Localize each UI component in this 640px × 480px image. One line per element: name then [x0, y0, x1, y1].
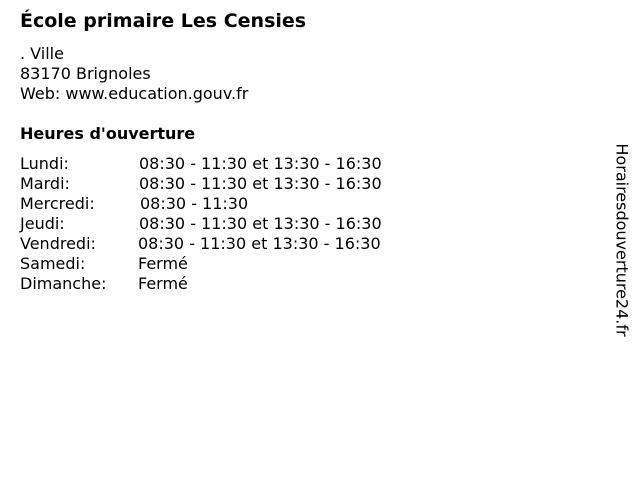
time-value: Fermé — [138, 274, 188, 293]
web-line — [20, 84, 248, 104]
address-street: . Ville — [20, 44, 64, 63]
day-label: Samedi: — [20, 254, 86, 273]
time-value: 08:30 - 11:30 — [140, 194, 249, 213]
day-label: Jeudi: — [20, 214, 65, 233]
address-block — [20, 44, 248, 104]
address-city: 83170 Brignoles — [20, 64, 151, 83]
web-url: www.education.gouv.fr — [65, 84, 249, 103]
time-value: 08:30 - 11:30 et 13:30 - 16:30 — [138, 234, 381, 253]
time-value: 08:30 - 11:30 et 13:30 - 16:30 — [139, 154, 382, 173]
time-value: 08:30 - 11:30 et 13:30 - 16:30 — [139, 214, 382, 233]
day-label: Mardi: — [20, 174, 70, 193]
time-value: Fermé — [138, 254, 188, 273]
day-label: Lundi: — [20, 154, 69, 173]
page-title: École primaire Les Censies — [20, 10, 307, 32]
web-label: Web: — [20, 84, 61, 103]
hours-heading: Heures d'ouverture — [20, 124, 196, 143]
time-value: 08:30 - 11:30 et 13:30 - 16:30 — [139, 174, 382, 193]
day-label: Dimanche: — [20, 274, 107, 293]
watermark-text: Horairesdouverture24.fr — [612, 143, 632, 337]
day-label: Mercredi: — [20, 194, 95, 213]
day-label: Vendredi: — [20, 234, 96, 253]
